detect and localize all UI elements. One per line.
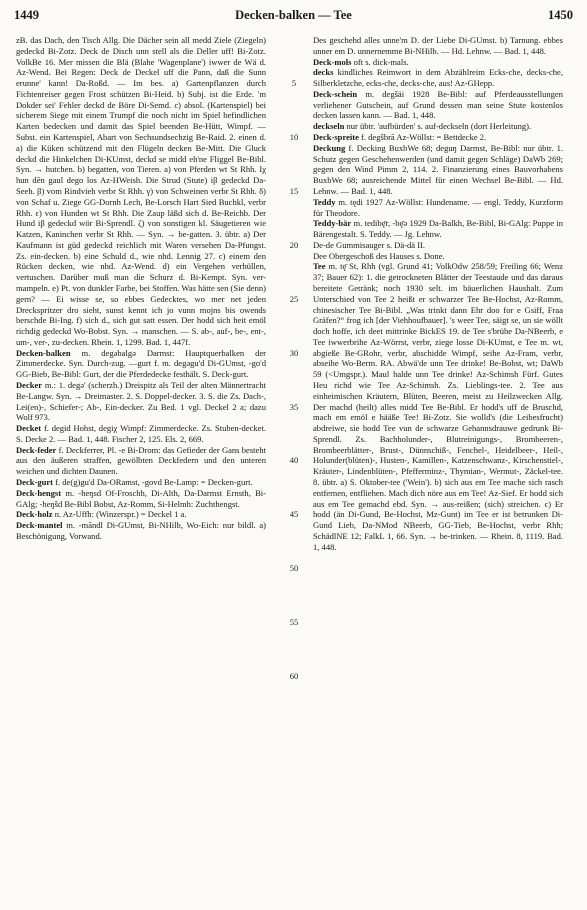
- entry-headword: Deckung: [313, 142, 346, 153]
- entry-text: Des geschehd alles unne'm D. der Liebe Di-GUmst. b) Tarnung. ebbes unner em D. unnernemme Bi-NHilb. — Hd. Lehnw. — Bad. 1, 448.: [313, 35, 563, 56]
- line-number: 35: [289, 401, 299, 412]
- entry-text: m. tędi 1927 Az-Wöllst: Hundename. — engl. Teddy, Kurzform für Theodore.: [313, 196, 563, 218]
- dictionary-entry: [16, 477, 266, 488]
- line-number: 5: [291, 78, 297, 89]
- page-number-left: 1449: [14, 8, 39, 22]
- line-number: 60: [289, 671, 299, 682]
- entry-headword: Decken-balken: [16, 347, 71, 358]
- dictionary-entry: [16, 445, 266, 477]
- dictionary-entry: [313, 67, 563, 89]
- entry-text: f. Decking BuxbWe 68; deguŋ Darmst, Be-Bibl: nur übtr. 1. Schutz gegen Geschehenwerden (und damit gegen Schläge) DaWb 269; gegen den Wind Pimm 2, 114. 2. Finanzierung eines Bauvorhabens BuxbWe 68; ausreichende Mittel für einen Wechsel Be-Bibl. — Hd. Lehnw. — Bad. 1, 448.: [313, 142, 563, 196]
- entry-headword: Deck-hengst: [16, 487, 62, 498]
- dictionary-entry: [313, 261, 563, 552]
- entry-text: m. -mãndl Di-GUmst, Bi-NHilb, Wo-Eich: nur bildl. a) Beschönigung, Vorwand.: [16, 520, 266, 541]
- entry-headword: Deck-feder: [16, 444, 57, 455]
- line-number: 30: [289, 347, 299, 358]
- entry-text: m. tę̄ St, Rhh (vgl. Grund 41; VolkOdw 258/59; Freiling 66; Wenz 37; Bauer 62): 1. die getrockneten Blätter der Teestaude und das daraus bereitete Getränk; noch 1930 selt. im bäuerlichen Haushalt. Zum Unterschied von Tee 2 heißt er schwarzer Tee Be-Hochst, Az-Romm, chinesischer Tee Bi-Bibl. „Was trinkt dann Ehr doo for e Gsiff, Fraa Gräfen?“ frog ich [der Viehhoufbauer]. 's weer Tee, säigt se, un sie wöllt doch hoffe, ich deet mittrinke BickES 19. de Tee s'brühe Da-NBeerb, e Tee iwwerbrihe Az-Wörrst, verbr, ziege losse Di-KUmst, e Tee m. wt, abgieße Be-GRohr, verbr, abschidde Wimpf, seihe Az-Fram, verbr, abseihe Wo-Berm. RA. Abwä'de unn Tee drinke! Be-Bobst, wt; DaWb 59 (<Umgspr.). Maul halde unn Tee drinke! Az-Schimsh Fürf. Gutes Heu richd wie Tee Az-Schimsh. Zs. Lieblings-tee. 2. Tee aus einheimischen Kräutern, Blüten, Beeren, meist zu Heilzwecken Allg. Der machd (heilt) alles midd Tee Be-Bibl. Er hodd's uff de Bruschd, mach em emöl e hääße Tee! Bi-Zotz. Sie wolld's (die Leibesfrucht) abdreiwe, sie hodd Tee vun de schwarze Gehannsdrauwe gedrunk Bi-Sprendl. Zs. Bachholunder-, Blutreinigungs-, Brombeeren-, Brombeerblätter-, Brust-, Dünnschiß-, Fenchel-, Heidelbeer-, Heil-, Holunder(blüten)-, Husten-, Kamillen-, Katzenschwanz-, Kirschenstiel-, Kräuter-, Lindenblüten-, Pfefferminz-, Thymian-, Wermut-, Zäckel-tee. 8. übtr. a) S. Oktober-tee ('Wein'). b) sich aus em Tee mache sich rasch entfernen, entfliehen. Mach dich nöre aus em Tee! Az-Sief. Er hodd sich aus em Tee gemachd ebd. Syn. → aus-reißen; (sich) streichen. c) Er hodd (än Di-Gund, Be-Hochst, Mz-Gunt) im Tee er ist betrunken Di-Gund Lieb, Da-NMod NBeerb, GG-Tieb, Be-Hochst, verbr Rhh; SchädlNE 12; FalkL 1, 66. Syn. → be-trinken. — Rhein. 8, 1119. Bad. 1, 448.: [313, 261, 563, 552]
- entry-text: f. de(g)gu'd Da-ORamst, -govd Be-Lamp: = Decken-gurt.: [53, 477, 253, 488]
- entry-headword: Teddy-bär: [313, 218, 352, 229]
- dictionary-entry: [313, 240, 563, 251]
- entry-headword: Deck-mols: [313, 56, 352, 67]
- entry-headword: decks: [313, 67, 334, 78]
- entry-headword: Deck-gurt: [16, 477, 54, 488]
- dictionary-entry: [313, 57, 563, 68]
- entry-text: m. degšäi 1928 Be-Bibl: auf Pferdeausstellungen verliehener Gutschein, auf Grund dessen man seine Stute kostenlos decken lassen kann. — Bad. 1, 448.: [313, 88, 563, 121]
- entry-headword: Decker: [16, 380, 43, 390]
- entry-headword: Teddy: [313, 196, 336, 207]
- dictionary-entry: [16, 348, 266, 380]
- line-number: 55: [289, 617, 299, 628]
- entry-headword: Deck-holz: [16, 509, 53, 520]
- dictionary-entry: [16, 520, 266, 542]
- entry-text: kindliches Reimwort in dem Abzählreim Ecks-che, decks-che, Silberkletzche, ecks-che, decks-che, aus! Az-GHepp.: [313, 67, 563, 89]
- line-number: 20: [289, 239, 299, 250]
- entry-headword: Deck-schein: [313, 88, 358, 99]
- page-header: [14, 8, 573, 28]
- dictionary-entry: [16, 380, 266, 423]
- dictionary-entry: [16, 35, 266, 348]
- entry-text: zB. das Dach, den Tisch Allg. Die Dächer sein all medd Ziele (Ziegeln) gedeckd Bi-Zotz. Deck de Disch unn stell als die Deller uff! Bi-Zotz. VolkBe 16. Mer missen die Blä (Blahe 'Wagenplane') iwwer de Wä d. Az-Wend. Bei Regen: Deck de Deckel uff die Pann, daß die Sunn erunne' kann! Da-Roßd. — Im bes. a) Gartenpflanzen durch Fichtenreiser gegen Frost schützen Bi-Heid. b) Subj. ist die Erde. 'm Dokder sei' Fehler deckd de Böre Di-Semd. c) absol. (Kartenspiel) bei sicherem Siege mit einem Trumpf die noch nicht im Spiel befindlichen Karten bedecken und damit das Spiel beenden Be-Hütt, Wimpf. — Subst. ein Kartenspiel, Abart von Sechsundsechzig Be-Raid. 2. einen d. a) die Küken schützend mit den Flügeln decken Be-Mitt. Die Gluck deckd die Hinkelchen Di-KUmst, deckd se midd eh'ne Fliggel Be-Bibl. Syn. → hutchen. b) begatten, von Tieren. a) von Pferden wt St Rhh. Iχ hun dēn gaul dego los Az-HWeish. Die Strud (Stute) iβ gedeckd Da-Seeh. β) vom Rindvieh verbr St Rhh. γ) von Schweinen verbr St Rhh. δ) von Schaf u. Ziege GG-Dornh Lech, Be-Lorsch Hart Sied Buchkl, verbr Rhh. ε) von Hunden wt St Rhh. Die Zaup läßd sich d. Be-Reichb. Der Hund iβ gedeckd wör Bi-Sprendl. ζ) von sonstigen kl. Säugetieren wie Katzen, Kaninchen verbr St Rhh. — Syn. → be-gatten. 3. übtr. a) Der Kaufmann ist güd gedeckd reichlich mit Waren versehen Da-Pfungst. Zs. ein-decken. b) eine Schuld d., wie nhd. Lennig 27. c) einem den Rücken decken, wie nhd. Az-Wend. d) ein Vergehen verhüllen, vertuschen. Darüber muß man die Schurz d. Bi-Kempt. Syn. ver-mampeln. e) Pt. von dunkler Farbe, bei Stoffen. Was hätte sen (Sie denn) gern? — Ei wisse se, so ebbes Gedecktes, wo mer net jeden Dreckspritzer dro sieht, sunst kennt ich jo vunn mojns bis owends berschde Bi-Ing. f) sich d., sich gut satt essen. Der hodd sich heit emöl richdig gedeckd Wo-Bobst. Syn. → manschen. — S. ab-, auf-, be-, ent-, um-, ver-, zu-decken. Rhein. 1, 1299. Bad. 1, 447f.: [16, 35, 266, 347]
- entry-text: f. degšbrā Az-Wöllst: = Bettdecke 2.: [358, 132, 487, 143]
- dictionary-entry: [313, 197, 563, 219]
- dictionary-entry: [313, 251, 563, 262]
- dictionary-entry: [16, 509, 266, 520]
- entry-text: m. degəbalgə Darmst: Hauptquerbalken der Zimmerdecke. Syn. Durch-zug. —gurt f. m. degəgu'd Di-GUmst, -go'd GG-Bieb, Be-Bibl: Gurt, der die Pferdedecke festhält. S. Deck-gurt.: [16, 347, 266, 380]
- dictionary-entry: [16, 423, 266, 445]
- right-column: [313, 35, 563, 903]
- dictionary-entry: [313, 121, 563, 132]
- entry-headword: Tee: [313, 261, 326, 272]
- dictionary-entry: [16, 488, 266, 510]
- left-column: [16, 35, 266, 903]
- line-number: 45: [289, 509, 299, 520]
- line-number: 10: [289, 132, 299, 143]
- entry-text: n. Az-Uffh: (Winzerspr.) = Deckel 1 a.: [52, 509, 187, 520]
- entry-text: f. degid Hohst, degiχ Wimpf: Zimmerdecke. Zs. Stuben-decket. S. Decke 2. — Bad. 1, 448. Fischer 2, 125. Els. 2, 669.: [16, 423, 266, 444]
- entry-text: nur übtr. 'aufbürden' s. auf-deckseln (dort Herleitung).: [344, 121, 532, 132]
- page-number-right: 1450: [548, 8, 573, 22]
- line-number: 40: [289, 455, 299, 466]
- line-number: 25: [289, 293, 299, 304]
- line-number: 50: [289, 563, 299, 574]
- dictionary-entry: [313, 89, 563, 121]
- entry-text: m. -heŋsd Of-Froschh, Di-Alth, Da-Darmst Ernsth, Bi-GAlg; -heŋšd Be-Bibl Bobst, Az-Romm, Si-Helmh: Zuchthengst.: [16, 487, 266, 509]
- entry-text: Dee Obergeschoß des Hauses s. Done.: [313, 250, 445, 261]
- running-title: Decken-balken — Tee: [235, 8, 352, 22]
- entry-text: De-de Gummisauger s. Dä-dä II.: [313, 239, 426, 250]
- dictionary-entry: [313, 218, 563, 240]
- dictionary-entry: [313, 132, 563, 143]
- line-number: 15: [289, 185, 299, 196]
- entry-text: m. tedibę̄r, -bę̄ə 1929 Da-Balkh, Be-Bibl, Bi-GAlg: Puppe in Bärengestalt. S. Teddy. — Jg. Lehnw.: [313, 218, 563, 240]
- entry-text: m.: 1. degə' (scherzh.) Dreispitz als Teil der alten Männertracht Be-Langw. Syn. → Dreimaster. 2. S. Doppel-decker. 3. S. die Zs. Dach-, Lei(en)-, Schiefer-; Ab-, Ein-decker. Zu Bed. 1 vgl. Deckel 2 a; dazu Wolf 973.: [16, 380, 266, 423]
- entry-headword: deckseln: [313, 121, 345, 132]
- entry-text: oft s. dick-mals.: [351, 56, 409, 67]
- entry-headword: Decket: [16, 423, 42, 434]
- dictionary-entry: [313, 143, 563, 197]
- entry-headword: Deck-mantel: [16, 520, 63, 531]
- entry-headword: Deck-spreite: [313, 132, 359, 143]
- dictionary-entry: [313, 35, 563, 57]
- entry-text: f. Deckferrer, Pl. -e Bi-Drom: das Gefieder der Gans besteht aus den äußeren straffen, gewölbten Deckfedern und den unteren weichen und dichten Daunen.: [16, 444, 266, 477]
